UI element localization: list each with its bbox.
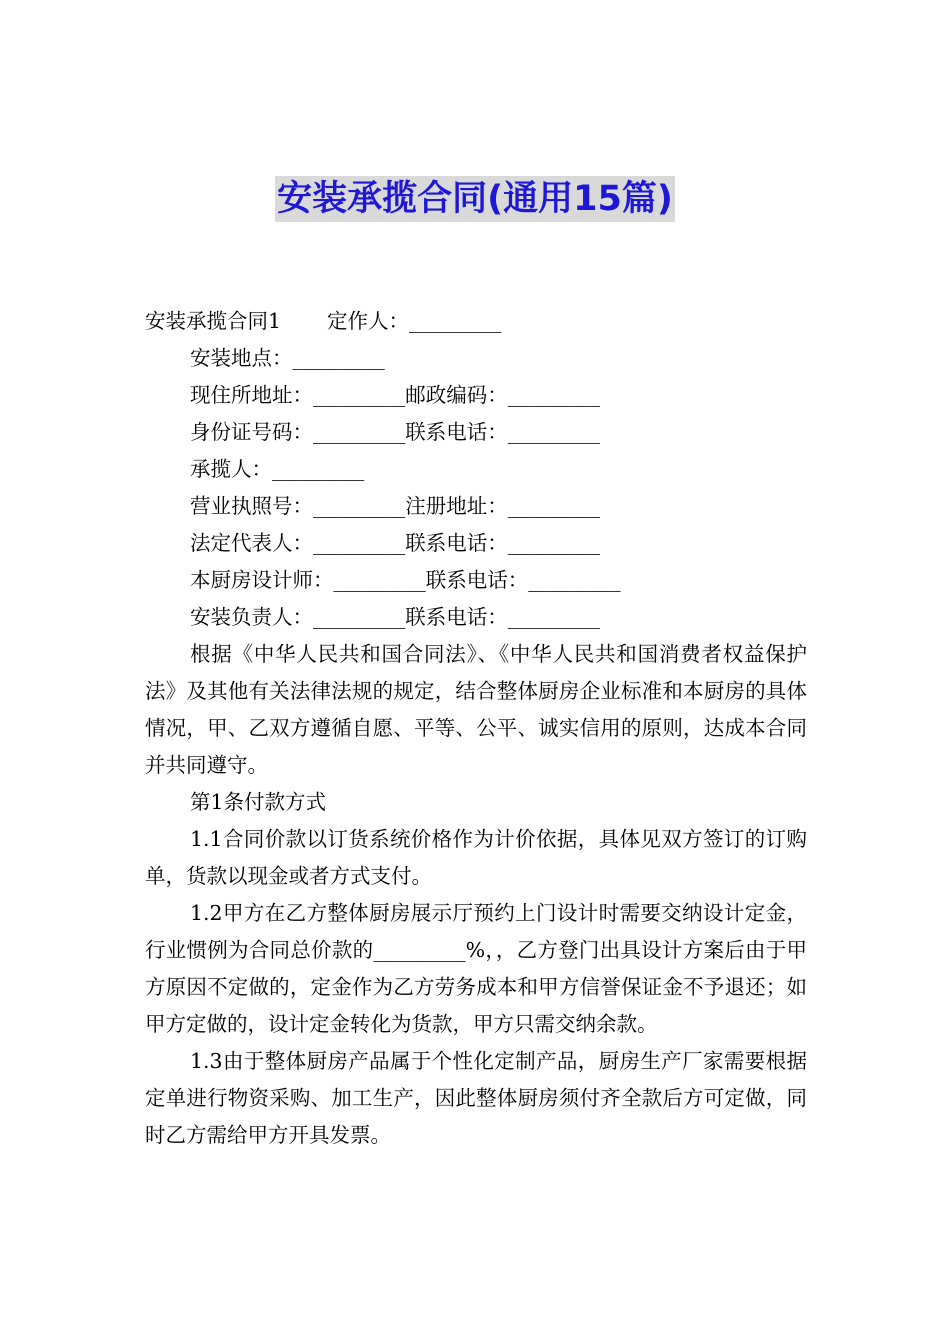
field-license-address: 营业执照号：_________注册地址：_________ [190,494,600,518]
clause-1-2: 1.2甲方在乙方整体厨房展示厅预约上门设计时需要交纳设计定金，行业惯例为合同总价款的_________%，，乙方登门出具设计方案后由于甲方原因不定做的，定金作为乙方劳务成本和甲方信誉保证金不予退还；如甲方定做的，设计定金转化为货款，甲方只需交纳余款。 [145,901,807,1036]
document-body [145,303,807,1154]
field-install-location: 安装地点：_________ [190,346,385,370]
field-contractor: 承揽人：_________ [190,457,365,481]
contract-heading-line [145,303,807,340]
field-legal-rep-phone: 法定代表人：_________联系电话：_________ [190,531,600,555]
field-install-manager-phone: 安装负责人：_________联系电话：_________ [190,605,600,629]
section-heading-payment: 第1条付款方式 [190,790,327,814]
document-title: 安装承揽合同(通用15篇) [275,176,675,222]
title-wrap [0,176,950,222]
contract-heading: 安装承揽合同1 [145,309,282,333]
field-address-postcode: 现住所地址：_________邮政编码：_________ [190,383,600,407]
field-id-phone: 身份证号码：_________联系电话：_________ [190,420,600,444]
paragraph-legal-basis: 根据《中华人民共和国合同法》、《中华人民共和国消费者权益保护法》及其他有关法律法规的规定，结合整体厨房企业标准和本厨房的具体情况，甲、乙双方遵循自愿、平等、公平、诚实信用的原则，达成本合同并共同遵守。 [145,642,807,777]
customer-field: 定作人：_________ [327,309,502,333]
field-designer-phone: 本厨房设计师：_________联系电话：_________ [190,568,621,592]
clause-1-3: 1.3由于整体厨房产品属于个性化定制产品，厨房生产厂家需要根据定单进行物资采购、加工生产，因此整体厨房须付齐全款后方可定做，同时乙方需给甲方开具发票。 [145,1049,807,1147]
clause-1-1: 1.1合同价款以订货系统价格作为计价依据，具体见双方签订的订购单，货款以现金或者方式支付。 [145,827,807,888]
